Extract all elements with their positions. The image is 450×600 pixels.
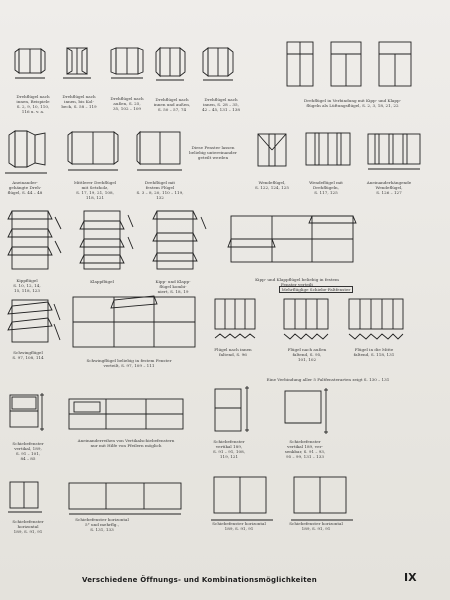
caption-vertical-slider-2: Schiebefenster vertikal 189, S. 91 – 91, 108, 119, 121 [212,439,246,459]
diagram-casement-inward-2 [63,44,93,80]
caption-pivot-window: Wendeflügel, S. 122, 124, 125 [255,180,289,190]
diagram-tilt-turn-fixed [228,213,358,268]
caption-horizontal-slider-2: Schiebefenster horizontal 189, S. 91, 91 [212,521,266,531]
caption-vertical-slider-sunken: Schiebefenster vertikal 189, ver- senkbar, S. 91 – 93, 95 – 99, 131 – 133 [284,439,326,459]
diagram-casement-inward-1 [15,45,49,81]
caption-fold-outward: Flügel nach außen faltend, S. 95, 101, 102 [287,347,327,362]
caption-hinged-chain: Aneinander- gehängte Dreh- flügel, S. 44 – 48 [7,180,43,195]
caption-casement-with-vents: Drehflügel in Verbindung mit Kipp- und Klapp- flügeln als Lüftungsflügel, S. 2, 3, 18, 21, 22 [304,98,401,108]
diagram-horizontal-slider-multi [66,480,186,516]
caption-pivot-sash-single: Schwingflügel S. 97, 108, 114 [12,350,44,360]
diagram-pivot-sash-single [8,296,62,350]
caption-casement-outward: Drehflügel nach außen, S. 25, 35, 102 – 109 [110,96,144,111]
caption-casement-in-out: Drehflügel nach innen und außen, S. 50 – 57, 74 [153,97,191,112]
diagram-horizontal-slider-1 [8,480,48,514]
caption-pivot-with-casement: Wendeflügel mit Drehflügeln, S. 117, 125 [309,180,343,195]
diagram-middle-casement-mullion [66,128,122,174]
caption-fold-center: Flügel in die Mitte faltend, S. 118, 131 [353,347,395,357]
caption-horizontal-slider-1: Schiebefenster horizontal 189, S. 91, 91 [12,519,44,534]
note-all-folding-types: Eine Verbindung aller 5 Faltfensterarten zeigt S. 130 – 131 [266,377,390,382]
caption-fold-inward: Flügel nach innen faltend, S. 96 [214,347,252,357]
page-number: IX [404,571,417,584]
page-footer-title: Verschiedene Öffnungs- und Kombinationsmöglichkeiten [82,576,317,584]
diagram-vertical-slider-2 [212,386,258,438]
caption-tilt-turn-combined: Kipp- und Klapp- flügel kombi- niert, S. 18, 19 [155,279,191,294]
diagram-top-hung [78,207,138,277]
diagram-vertical-slider [8,393,46,435]
caption-middle-casement-mullion: Mittlerer Drehflügel mit Setzholz, S. 17, 19, 21, 108, 118, 121 [73,180,117,200]
diagram-fold-inward [212,296,262,344]
caption-tilt-turn-fixed: Kipp- und Klappflügel beliebig in festem Fenster verteilt [255,277,339,287]
caption-top-hung: Klappflügel [90,279,114,284]
diagram-casement-outward [110,44,146,80]
caption-casement-inward-2: Drehflügel nach innen, bis Kol- beck, S. 58 – 119 [61,94,97,109]
diagram-casement-fixed-sash [136,128,186,174]
diagram-vertical-slider-sunken [282,388,330,436]
diagram-fold-center [346,296,408,344]
diagram-vertical-slider-row [66,396,186,436]
diagram-casement-in-out [156,44,186,82]
diagram-fold-outward [281,296,335,344]
diagram-tilt-turn-combined [151,207,211,277]
caption-vertical-slider-row: Aneinanderreihen von Vertikalschiebefenstern nur mit Hilfe von Pfeilern möglich [77,438,175,448]
diagram-horizontal-slider-3 [291,474,361,524]
note-divisible: Diese Fenster lassen beliebig untereinander geteilt werden [189,145,237,160]
caption-hopper: Kippflügel S. 10, 12, 14, 15, 118, 123 [13,278,41,293]
caption-horizontal-slider-3: Schiebefenster horizontal 189, S. 91, 91 [289,521,343,531]
diagram-casement-with-vents [285,40,420,90]
diagram-hinged-chain [5,127,53,175]
caption-linked-pivot: Aneinanderhängende Wendeflügel, S. 126 – 127 [366,180,412,195]
diagram-pivot-window [255,131,291,171]
diagram-linked-pivot [365,131,425,173]
diagram-pivot-with-casement [303,130,355,172]
heading-sliding-folding: Mehrflüglige Schiebe-Faltfenster [246,283,386,293]
caption-pivot-sash-fixed: Schwingflügel beliebig in festem Fenster verteilt, S. 97, 109 – 111 [86,358,172,368]
caption-casement-fixed-sash: Drehflügel mit festem Flügel S. 3 – 8, 20, 110 – 119, 132 [136,180,184,200]
caption-vertical-slider: Schiebefenster vertikal, 189, S. 91 – 101, 84 – 85 [12,441,44,461]
caption-casement-inward-3: Drehflügel nach innen, S. 28 – 35, 42 – 45, 131 – 138 [202,97,240,112]
diagram-hopper [8,207,64,277]
diagram-horizontal-slider-2 [211,474,281,524]
caption-casement-inward-1: Drehflügel nach innen, Beispiele S. 2, 9, 10, 110, 116 u. v. a. [16,94,50,114]
caption-horizontal-slider-multi: Schiebefenster horizontal 5° und mehrflg., S. 131, 133 [75,517,129,532]
diagram-pivot-sash-fixed [70,294,200,352]
diagram-casement-inward-3 [202,44,236,82]
